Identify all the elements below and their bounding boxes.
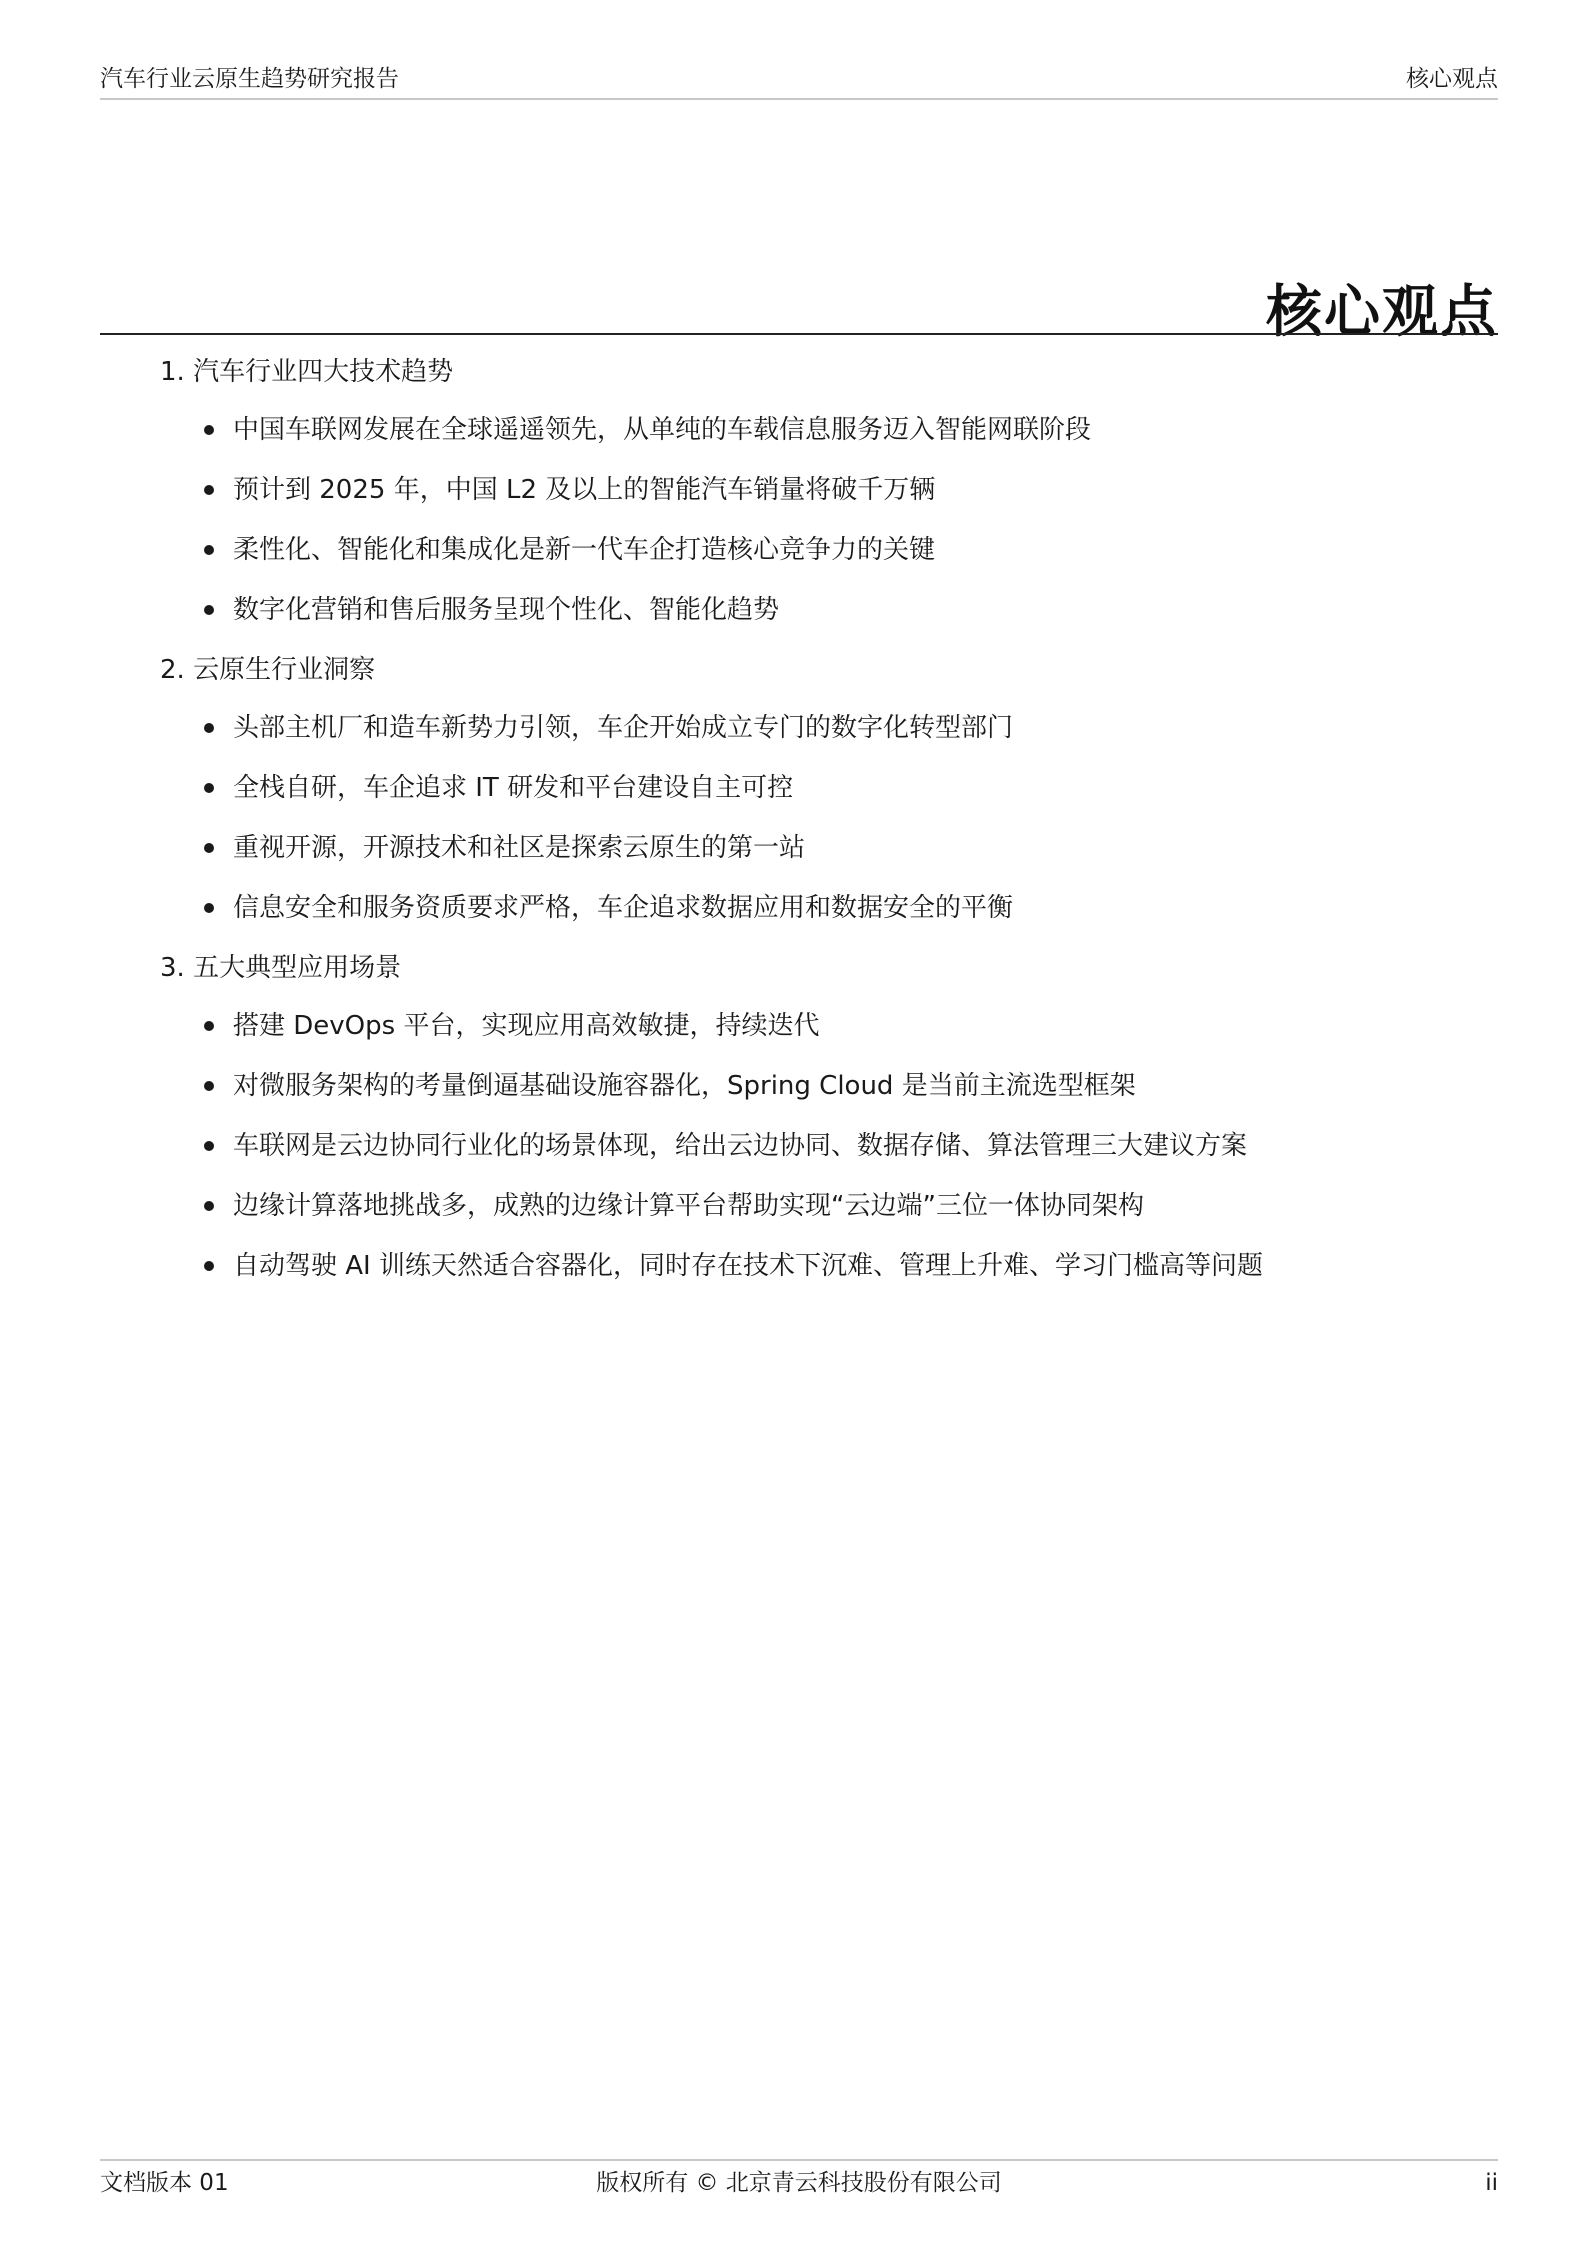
list-item-text: 柔性化、智能化和集成化是新一代车企打造核心竞争力的关键 [233,535,936,565]
bullet-icon [204,783,214,793]
list-item [160,1246,1480,1286]
list-item [160,590,1480,630]
page-number: ii [1485,2170,1498,2196]
list-item [160,530,1480,570]
list-item [160,1006,1480,1046]
header-section-name: 核心观点 [1406,66,1498,92]
bullet-icon [204,723,214,733]
list-item-text: 车联网是云边协同行业化的场景体现，给出云边协同、数据存储、算法管理三大建议方案 [233,1131,1248,1161]
bullet-icon [204,425,214,435]
list-item-text: 重视开源，开源技术和社区是探索云原生的第一站 [233,833,806,863]
copyright-notice: 版权所有 © 北京青云科技股份有限公司 [596,2170,1002,2196]
list-item [160,888,1480,928]
list-item-text: 对微服务架构的考量倒逼基础设施容器化，Spring Cloud 是当前主流选型框架 [233,1071,1136,1101]
bullet-list [160,410,1480,630]
bullet-icon [204,605,214,615]
section-cloud-native-insights [160,650,1480,928]
list-item-text: 搭建 DevOps 平台，实现应用高效敏捷，持续迭代 [233,1011,820,1041]
list-item [160,828,1480,868]
bullet-icon [204,843,214,853]
bullet-icon [204,1261,214,1271]
section-heading: 2. 云原生行业洞察 [160,655,376,685]
page-header [100,62,1498,100]
section-heading: 1. 汽车行业四大技术趋势 [160,357,454,387]
bullet-list [160,1006,1480,1286]
list-item-text: 预计到 2025 年，中国 L2 及以上的智能汽车销量将破千万辆 [233,475,936,505]
key-points-content [160,346,1480,1306]
list-item-text: 信息安全和服务资质要求严格，车企追求数据应用和数据安全的平衡 [233,893,1014,923]
list-item [160,410,1480,450]
title-divider [100,333,1498,335]
document-version: 文档版本 01 [100,2170,229,2196]
list-item-text: 数字化营销和售后服务呈现个性化、智能化趋势 [233,595,780,625]
section-application-scenarios [160,948,1480,1286]
list-item [160,1066,1480,1106]
list-item [160,708,1480,748]
page-title: 核心观点 [1266,279,1498,345]
bullet-icon [204,1201,214,1211]
list-item-text: 自动驾驶 AI 训练天然适合容器化，同时存在技术下沉难、管理上升难、学习门槛高等问题 [233,1251,1263,1281]
page-footer [100,2159,1498,2201]
bullet-list [160,708,1480,928]
bullet-icon [204,1141,214,1151]
list-item [160,768,1480,808]
list-item [160,1186,1480,1226]
bullet-icon [204,545,214,555]
list-item [160,1126,1480,1166]
bullet-icon [204,1021,214,1031]
list-item-text: 头部主机厂和造车新势力引领，车企开始成立专门的数字化转型部门 [233,713,1014,743]
bullet-icon [204,903,214,913]
list-item [160,470,1480,510]
list-item-text: 中国车联网发展在全球遥遥领先，从单纯的车载信息服务迈入智能网联阶段 [233,415,1092,445]
bullet-icon [204,1081,214,1091]
list-item-text: 边缘计算落地挑战多，成熟的边缘计算平台帮助实现“云边端”三位一体协同架构 [233,1191,1144,1221]
list-item-text: 全栈自研，车企追求 IT 研发和平台建设自主可控 [233,773,794,803]
report-title: 汽车行业云原生趋势研究报告 [100,66,399,92]
section-heading: 3. 五大典型应用场景 [160,953,402,983]
bullet-icon [204,485,214,495]
section-tech-trends [160,352,1480,630]
